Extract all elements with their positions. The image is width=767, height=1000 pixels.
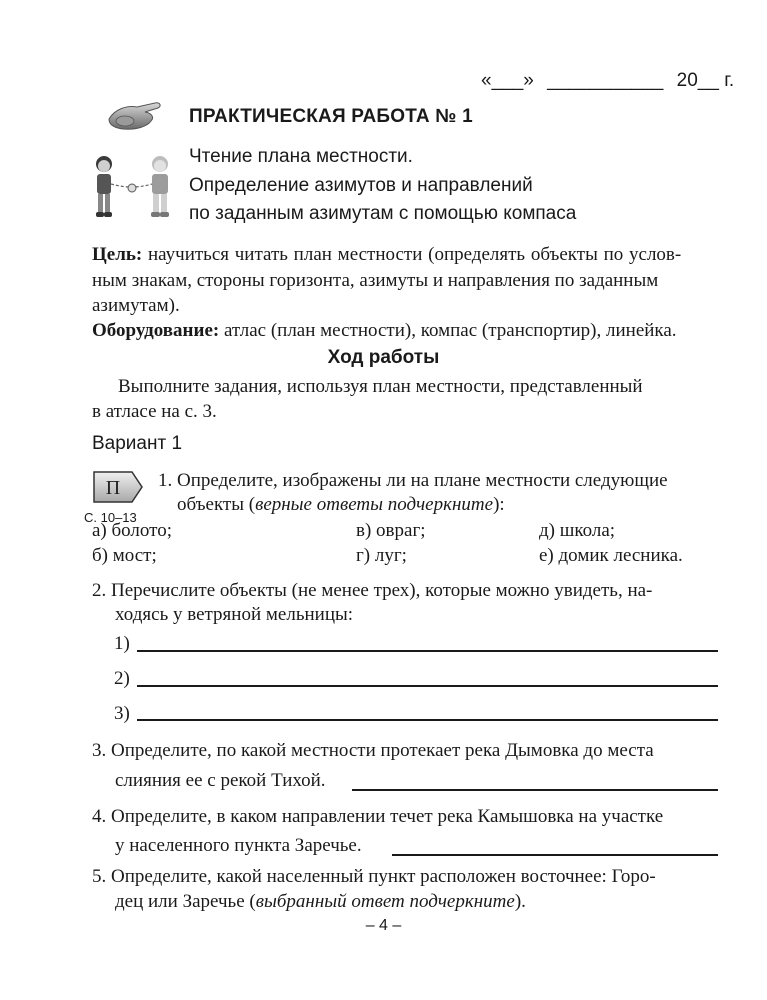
task1-line2-post: ): xyxy=(493,494,505,515)
practice-badge-icon xyxy=(92,470,144,504)
task1-instruction: верные ответы подчеркните xyxy=(255,494,494,515)
equipment-text: атлас (план местности), компас (транспортир), линейка. xyxy=(223,320,677,341)
goal-line-2: ным знакам, стороны горизонта, азимуты и направления по заданным xyxy=(92,270,659,291)
task5-line2-post: ). xyxy=(514,891,526,912)
task1-line2-pre: объекты ( xyxy=(177,494,256,515)
task2-line-2: ходясь у ветряной мельницы: xyxy=(115,604,354,625)
task3-answer-line[interactable] xyxy=(352,789,718,791)
goal-line-3: азимутам). xyxy=(92,295,180,316)
task2-blank-label-2: 2) xyxy=(114,668,130,689)
task2-line-1: 2. Перечислите объекты (не менее трех), которые можно увидеть, на- xyxy=(92,580,653,601)
badge-pages: С. 10–13 xyxy=(84,510,137,525)
task2-answer-line-3[interactable] xyxy=(137,719,718,721)
goal-text-1: научиться читать план местности (определять объекты по услов- xyxy=(148,244,682,265)
task3-line-1: 3. Определите, по какой местности протекает река Дымовка до места xyxy=(92,740,654,761)
page-number: – 4 – xyxy=(365,917,402,934)
goal-label: Цель: xyxy=(92,244,143,265)
task1-option-b[interactable]: б) мост; xyxy=(92,545,157,566)
task3-line-2: слияния ее с рекой Тихой. xyxy=(115,770,326,791)
task2-blank-label-3: 3) xyxy=(114,703,130,724)
intro-line-2: в атласе на с. 3. xyxy=(92,401,217,422)
date-line xyxy=(481,70,742,92)
task5-line-2 xyxy=(115,891,526,913)
task2-answer-line-1[interactable] xyxy=(137,650,718,652)
section-heading: Ход работы xyxy=(327,347,440,368)
task5-instruction: выбранный ответ подчеркните xyxy=(255,891,515,912)
task5-line-1: 5. Определите, какой населенный пункт расположен восточнее: Горо- xyxy=(92,866,656,887)
page-title: ПРАКТИЧЕСКАЯ РАБОТА № 1 xyxy=(189,106,473,127)
task1-line-2 xyxy=(177,494,505,516)
pointing-hand-icon xyxy=(105,97,163,133)
task1-option-d[interactable]: д) школа; xyxy=(539,520,616,541)
task5-line2-pre: дец или Заречье ( xyxy=(115,891,256,912)
task1-option-a[interactable]: а) болото; xyxy=(92,520,172,541)
variant-label: Вариант 1 xyxy=(92,433,183,454)
date-day-blank: «___» xyxy=(481,70,534,91)
task1-line-1: 1. Определите, изображены ли на плане местности следующие xyxy=(158,470,668,491)
date-month-blank: ___________ xyxy=(547,70,664,91)
goal-line-1 xyxy=(92,244,681,266)
topic-line-3: по заданным азимутам с помощью компаса xyxy=(189,203,577,224)
intro-line-1: Выполните задания, используя план местности, представленный xyxy=(118,376,643,397)
task4-line-1: 4. Определите, в каком направлении течет река Камышовка на участке xyxy=(92,806,664,827)
task4-answer-line[interactable] xyxy=(392,854,718,856)
topic-line-1: Чтение плана местности. xyxy=(189,146,413,167)
children-with-compass-icon xyxy=(86,152,182,222)
task1-option-g[interactable]: г) луг; xyxy=(356,545,407,566)
task1-option-e[interactable]: е) домик лесника. xyxy=(539,545,683,566)
badge-letter: П xyxy=(105,477,121,499)
topic-line-2: Определение азимутов и направлений xyxy=(189,175,533,196)
equipment-label: Оборудование: xyxy=(92,320,220,341)
equipment-line xyxy=(92,320,677,342)
task2-blank-label-1: 1) xyxy=(114,633,130,654)
task1-option-v[interactable]: в) овраг; xyxy=(356,520,426,541)
task2-answer-line-2[interactable] xyxy=(137,685,718,687)
date-year-blank: 20__ г. xyxy=(676,70,735,91)
task4-line-2: у населенного пункта Заречье. xyxy=(115,835,362,856)
